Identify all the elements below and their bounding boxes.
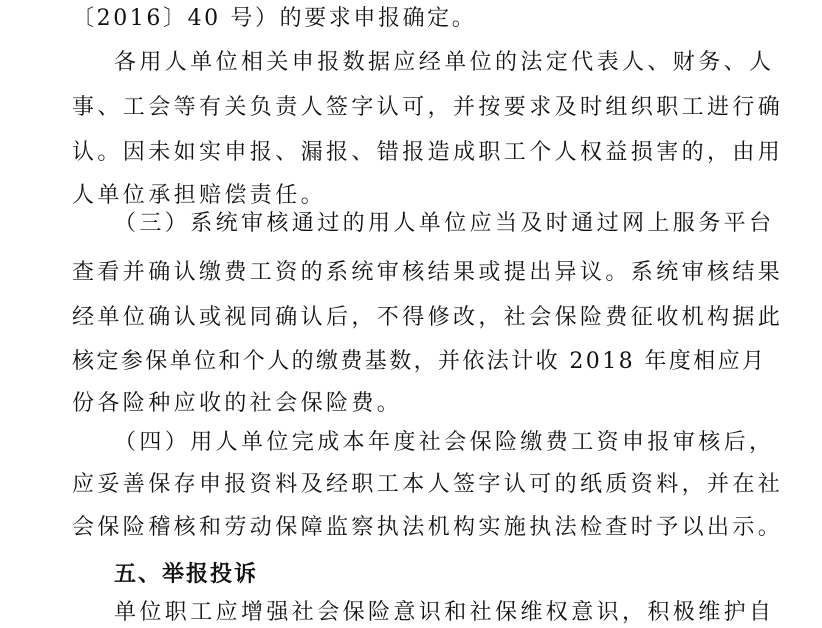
text-line: 事、工会等有关负责人签字认可，并按要求及时组织职工进行确 <box>72 95 784 120</box>
text-line: 应妥善保存申报资料及经职工本人签字认可的纸质资料，并在社 <box>72 472 784 497</box>
text-line: 人单位承担赔偿责任。 <box>72 183 327 208</box>
text-line: 认。因未如实申报、漏报、错报造成职工个人权益损害的，由用 <box>72 140 784 165</box>
text-line: 经单位确认或视同确认后，不得修改，社会保险费征收机构据此 <box>72 305 784 330</box>
text-line: 会保险稽核和劳动保障监察执法机构实施执法检查时予以出示。 <box>72 515 784 540</box>
text-line: 各用人单位相关申报数据应经单位的法定代表人、财务、人 <box>114 50 775 75</box>
text-line: （三）系统审核通过的用人单位应当及时通过网上服务平台 <box>114 211 775 236</box>
text-line: 单位职工应增强社会保险意识和社保维权意识，积极维护自 <box>114 600 775 625</box>
text-line: 查看并确认缴费工资的系统审核结果或提出异议。系统审核结果 <box>72 260 784 285</box>
text-line: 〔2016〕40 号）的要求申报确定。 <box>72 6 477 31</box>
text-line: （四）用人单位完成本年度社会保险缴费工资申报审核后， <box>114 430 775 455</box>
section-heading: 五、举报投诉 <box>114 562 259 587</box>
text-line: 份各险种应收的社会保险费。 <box>72 391 403 416</box>
text-line: 核定参保单位和个人的缴费基数，并依法计收 2018 年度相应月 <box>72 349 767 374</box>
